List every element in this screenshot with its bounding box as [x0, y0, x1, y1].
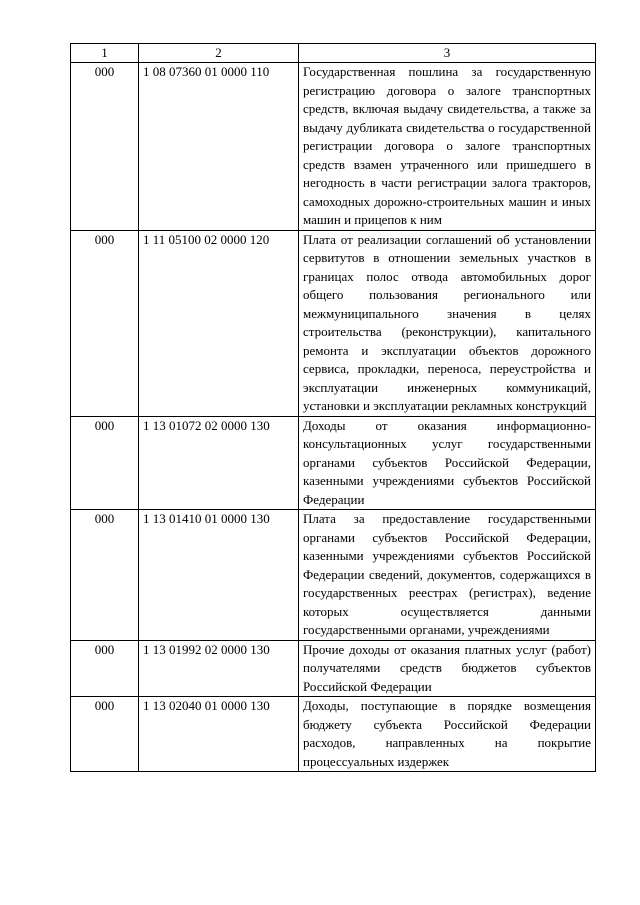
table-row [71, 63, 596, 231]
description-cell: Плата за предоставление государственными органами субъектов Российской Федерации, казенными учреждениями субъектов Российской Федерации сведений, документов, содержащихся в государственных реестрах (регистрах), ведение которых осуществляется данными государственными органами, учреждениями [299, 510, 596, 641]
table-row [71, 230, 596, 416]
budget-code-cell: 1 13 01992 02 0000 130 [139, 640, 299, 697]
description-cell: Плата от реализации соглашений об установлении сервитутов в отношении земельных участков в границах полос отвода автомобильных дорог общего пользования регионального или межмуниципального значения в целях строительства (реконструкции), капитального ремонта и эксплуатации объектов дорожного сервиса, прокладки, переноса, переустройства и эксплуатации инженерных коммуникаций, установки и эксплуатации рекламных конструкций [299, 230, 596, 416]
admin-code-cell: 000 [71, 697, 139, 772]
table-header-row [71, 44, 596, 63]
column-header-1: 1 [71, 44, 139, 63]
admin-code-cell: 000 [71, 63, 139, 231]
column-header-2: 2 [139, 44, 299, 63]
budget-code-cell: 1 13 01410 01 0000 130 [139, 510, 299, 641]
description-cell: Доходы, поступающие в порядке возмещения бюджету субъекта Российской Федерации расходов, направленных на покрытие процессуальных издержек [299, 697, 596, 772]
description-cell: Государственная пошлина за государственную регистрацию договора о залоге транспортных средств, включая выдачу свидетельства, а также за выдачу дубликата свидетельства о государственной регистрации договора о залоге транспортных средств взамен утраченного или пришедшего в негодность в части регистрации залога тракторов, самоходных дорожно-строительных машин и иных машин и прицепов к ним [299, 63, 596, 231]
budget-code-cell: 1 11 05100 02 0000 120 [139, 230, 299, 416]
admin-code-cell: 000 [71, 230, 139, 416]
budget-code-cell: 1 13 01072 02 0000 130 [139, 416, 299, 510]
column-header-3: 3 [299, 44, 596, 63]
table-row [71, 697, 596, 772]
revenue-codes-table [70, 43, 596, 772]
description-cell: Доходы от оказания информационно-консультационных услуг государственными органами субъектов Российской Федерации, казенными учреждениями субъектов Российской Федерации [299, 416, 596, 510]
table-row [71, 510, 596, 641]
budget-code-cell: 1 08 07360 01 0000 110 [139, 63, 299, 231]
description-cell: Прочие доходы от оказания платных услуг (работ) получателями средств бюджетов субъектов Российской Федерации [299, 640, 596, 697]
table-row [71, 416, 596, 510]
admin-code-cell: 000 [71, 640, 139, 697]
admin-code-cell: 000 [71, 510, 139, 641]
budget-code-cell: 1 13 02040 01 0000 130 [139, 697, 299, 772]
admin-code-cell: 000 [71, 416, 139, 510]
table-row [71, 640, 596, 697]
